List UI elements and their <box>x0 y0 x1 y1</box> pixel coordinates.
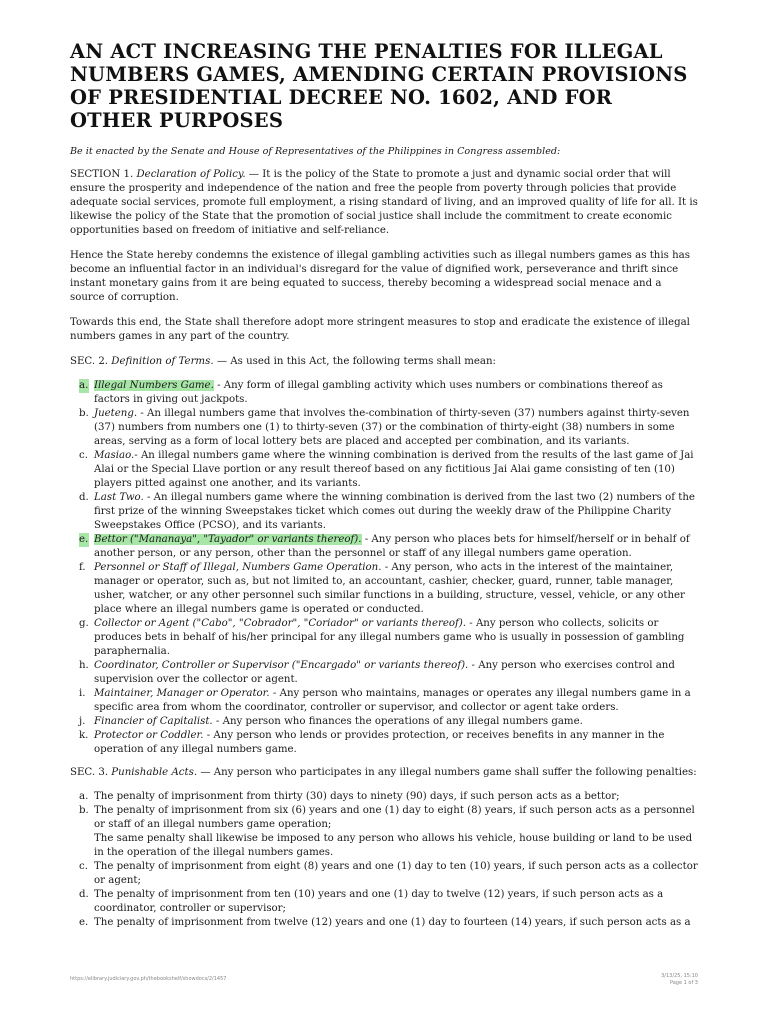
definition-item <box>70 715 698 729</box>
definition-term: Jueteng. <box>94 408 138 419</box>
item-marker: g. <box>79 618 89 629</box>
definition-item <box>70 449 698 491</box>
definition-text: - Any form of illegal gambling activity which uses numbers or combinations thereof as factors in giving out jackpots. <box>94 380 663 405</box>
item-marker: e. <box>79 917 89 928</box>
penalty-text: The penalty of imprisonment from thirty (30) days to ninety (90) days, if such person acts as a bettor; <box>94 791 620 802</box>
definition-item <box>70 617 698 659</box>
item-marker: h. <box>79 660 89 671</box>
definition-term: Financier of Capitalist. <box>94 716 213 727</box>
definition-text: - Any person who maintains, manages or operates any illegal numbers game in a specific area from whom the coordinator, controller or supervisor, and collector or agent take orders. <box>94 688 691 713</box>
section-3-label: SEC. 3. <box>70 767 109 778</box>
definition-item <box>70 561 698 617</box>
item-marker: j. <box>79 716 86 727</box>
penalty-extra-text: The same penalty shall likewise be imposed to any person who allows his vehicle, house building or land to be used in the operation of the illegal numbers games. <box>94 833 693 858</box>
definition-item <box>70 407 698 449</box>
penalties-list <box>70 790 698 930</box>
item-marker: a. <box>79 380 89 391</box>
section-1-text: — It is the policy of the State to promote a just and dynamic social order that will ensure the prosperity and independence of the nation and free the people from poverty through policies that provide adequate social services, promote full employment, a rising standard of living, and an improved quality of life for all. It is likewise the policy of the State that the promotion of social justice shall include the commitment to create economic opportunities based on freedom of initiative and self-reliance. <box>70 169 698 236</box>
section-3-text: — Any person who participates in any illegal numbers game shall suffer the following penalties: <box>197 767 697 778</box>
item-marker: c. <box>79 450 88 461</box>
document-page <box>70 40 698 939</box>
item-marker: c. <box>79 861 88 872</box>
definition-term: Maintainer, Manager or Operator. <box>94 688 270 699</box>
definition-term: Masiao. <box>94 450 135 461</box>
item-marker: i. <box>79 688 86 699</box>
definition-text: - An illegal numbers game that involves the-combination of thirty-seven (37) numbers against thirty-seven (37) numbers from numbers one (1) to thirty-seven (37) or the combination of thirty-eight (38) numbers in some areas, serving as a form of local lottery bets are placed and accepted per combination, and its variants. <box>94 408 690 447</box>
item-marker: f. <box>79 562 86 573</box>
penalty-item <box>70 916 698 930</box>
section-2 <box>70 355 698 369</box>
footer-meta <box>661 973 698 987</box>
item-marker: d. <box>79 492 89 503</box>
definition-text: - Any person who collects, solicits or produces bets in behalf of his/her principal for any illegal numbers game who is usually in possession of gambling paraphernalia. <box>94 618 685 657</box>
definition-term: Protector or Coddler. <box>94 730 204 741</box>
paragraph-condemnation: Hence the State hereby condemns the existence of illegal gambling activities such as illegal numbers games as this has become an influential factor in an individual's disregard for the value of dignified work, perseverance and thrift since instant monetary gains from it are being equated to success, thereby becoming a widespread social menace and a source of corruption. <box>70 250 690 303</box>
definition-item <box>70 379 698 407</box>
section-3-heading: Punishable Acts. <box>111 767 198 778</box>
item-marker: a. <box>79 791 89 802</box>
section-3 <box>70 766 698 780</box>
definition-term: Collector or Agent ("Cabo", "Cobrador", "Coriador" or variants thereof). <box>94 618 467 629</box>
penalty-text: The penalty of imprisonment from eight (8) years and one (1) day to ten (10) years, if such person acts as a collector or agent; <box>94 861 698 886</box>
definition-item <box>70 729 698 757</box>
footer-url: https://elibrary.judiciary.gov.ph/thebookshelf/showdocs/2/1457 <box>70 976 227 982</box>
penalty-item <box>70 790 698 804</box>
section-1 <box>70 168 698 238</box>
penalty-text: The penalty of imprisonment from ten (10) years and one (1) day to twelve (12) years, if such person acts as a coordinator, controller or supervisor; <box>94 889 664 914</box>
penalty-text: The penalty of imprisonment from six (6) years and one (1) day to eight (8) years, if such person acts as a personnel or staff of an illegal numbers game operation; <box>94 805 695 830</box>
footer-page: Page 1 of 3 <box>669 980 698 986</box>
penalty-item <box>70 888 698 916</box>
definitions-list <box>70 379 698 757</box>
definition-text: - Any person who places bets for himself/herself or in behalf of another person, or any person, other than the personnel or staff of any illegal numbers game operation. <box>94 534 690 559</box>
item-marker: b. <box>79 805 89 816</box>
paragraph-measures: Towards this end, the State shall therefore adopt more stringent measures to stop and eradicate the existence of illegal numbers games in any part of the country. <box>70 317 690 342</box>
definition-text: - An illegal numbers game where the winning combination is derived from the results of the last game of Jai Alai or the Special Llave portion or any result thereof based on any fictitious Jai Alai game consisting of ten (10) players pitted against one another, and its variants. <box>94 450 694 489</box>
definition-item <box>70 687 698 715</box>
footer-datetime: 3/13/25, 15:10 <box>661 973 698 979</box>
definition-term: Personnel or Staff of Illegal, Numbers Game Operation. <box>94 562 382 573</box>
definition-item <box>70 533 698 561</box>
item-marker: b. <box>79 408 89 419</box>
definition-text: - Any person, who acts in the interest of the maintainer, manager or operator, such as, but not limited to, an accountant, cashier, checker, guard, runner, table manager, usher, watcher, or any other personnel such similar functions in a building, structure, vessel, vehicle, or any other place where an illegal numbers game is operated or conducted. <box>94 562 685 615</box>
definition-text: - Any person who exercises control and supervision over the collector or agent. <box>94 660 675 685</box>
definition-term: Coordinator, Controller or Supervisor ("Encargado" or variants thereof). <box>94 660 469 671</box>
document-title: AN ACT INCREASING THE PENALTIES FOR ILLEGAL NUMBERS GAMES, AMENDING CERTAIN PROVISIONS OF PRESIDENTIAL DECREE NO. 1602, AND FOR OTHER PURPOSES <box>70 40 688 132</box>
item-marker: d. <box>79 889 89 900</box>
penalty-text: The penalty of imprisonment from twelve (12) years and one (1) day to fourteen (14) years, if such person acts as a <box>94 917 691 928</box>
penalty-item <box>70 804 698 860</box>
definition-item <box>70 491 698 533</box>
item-marker: k. <box>79 730 89 741</box>
definition-text: - An illegal numbers game where the winning combination is derived from the last two (2) numbers of the first prize of the winning Sweepstakes ticket which comes out during the weekly draw of the Philippine Charity Sweepstakes Office (PCSO), and its variants. <box>94 492 695 531</box>
enacting-clause: Be it enacted by the Senate and House of Representatives of the Philippines in Congress assembled: <box>70 146 561 157</box>
section-1-label: SECTION 1. <box>70 169 134 180</box>
section-1-heading: Declaration of Policy. <box>136 169 246 180</box>
section-2-text: — As used in this Act, the following terms shall mean: <box>213 356 496 367</box>
definition-item <box>70 659 698 687</box>
definition-text: - Any person who finances the operations of any illegal numbers game. <box>212 716 583 727</box>
definition-term: Bettor ("Mananaya", "Tayador" or variants thereof). <box>94 534 362 545</box>
definition-term: Illegal Numbers Game. <box>94 380 214 391</box>
definition-text: - Any person who lends or provides protection, or receives benefits in any manner in the operation of any illegal numbers game. <box>94 730 665 755</box>
section-2-heading: Definition of Terms. <box>111 356 214 367</box>
section-2-label: SEC. 2. <box>70 356 109 367</box>
definition-term: Last Two. <box>94 492 144 503</box>
item-marker: e. <box>79 534 89 545</box>
penalty-item <box>70 860 698 888</box>
